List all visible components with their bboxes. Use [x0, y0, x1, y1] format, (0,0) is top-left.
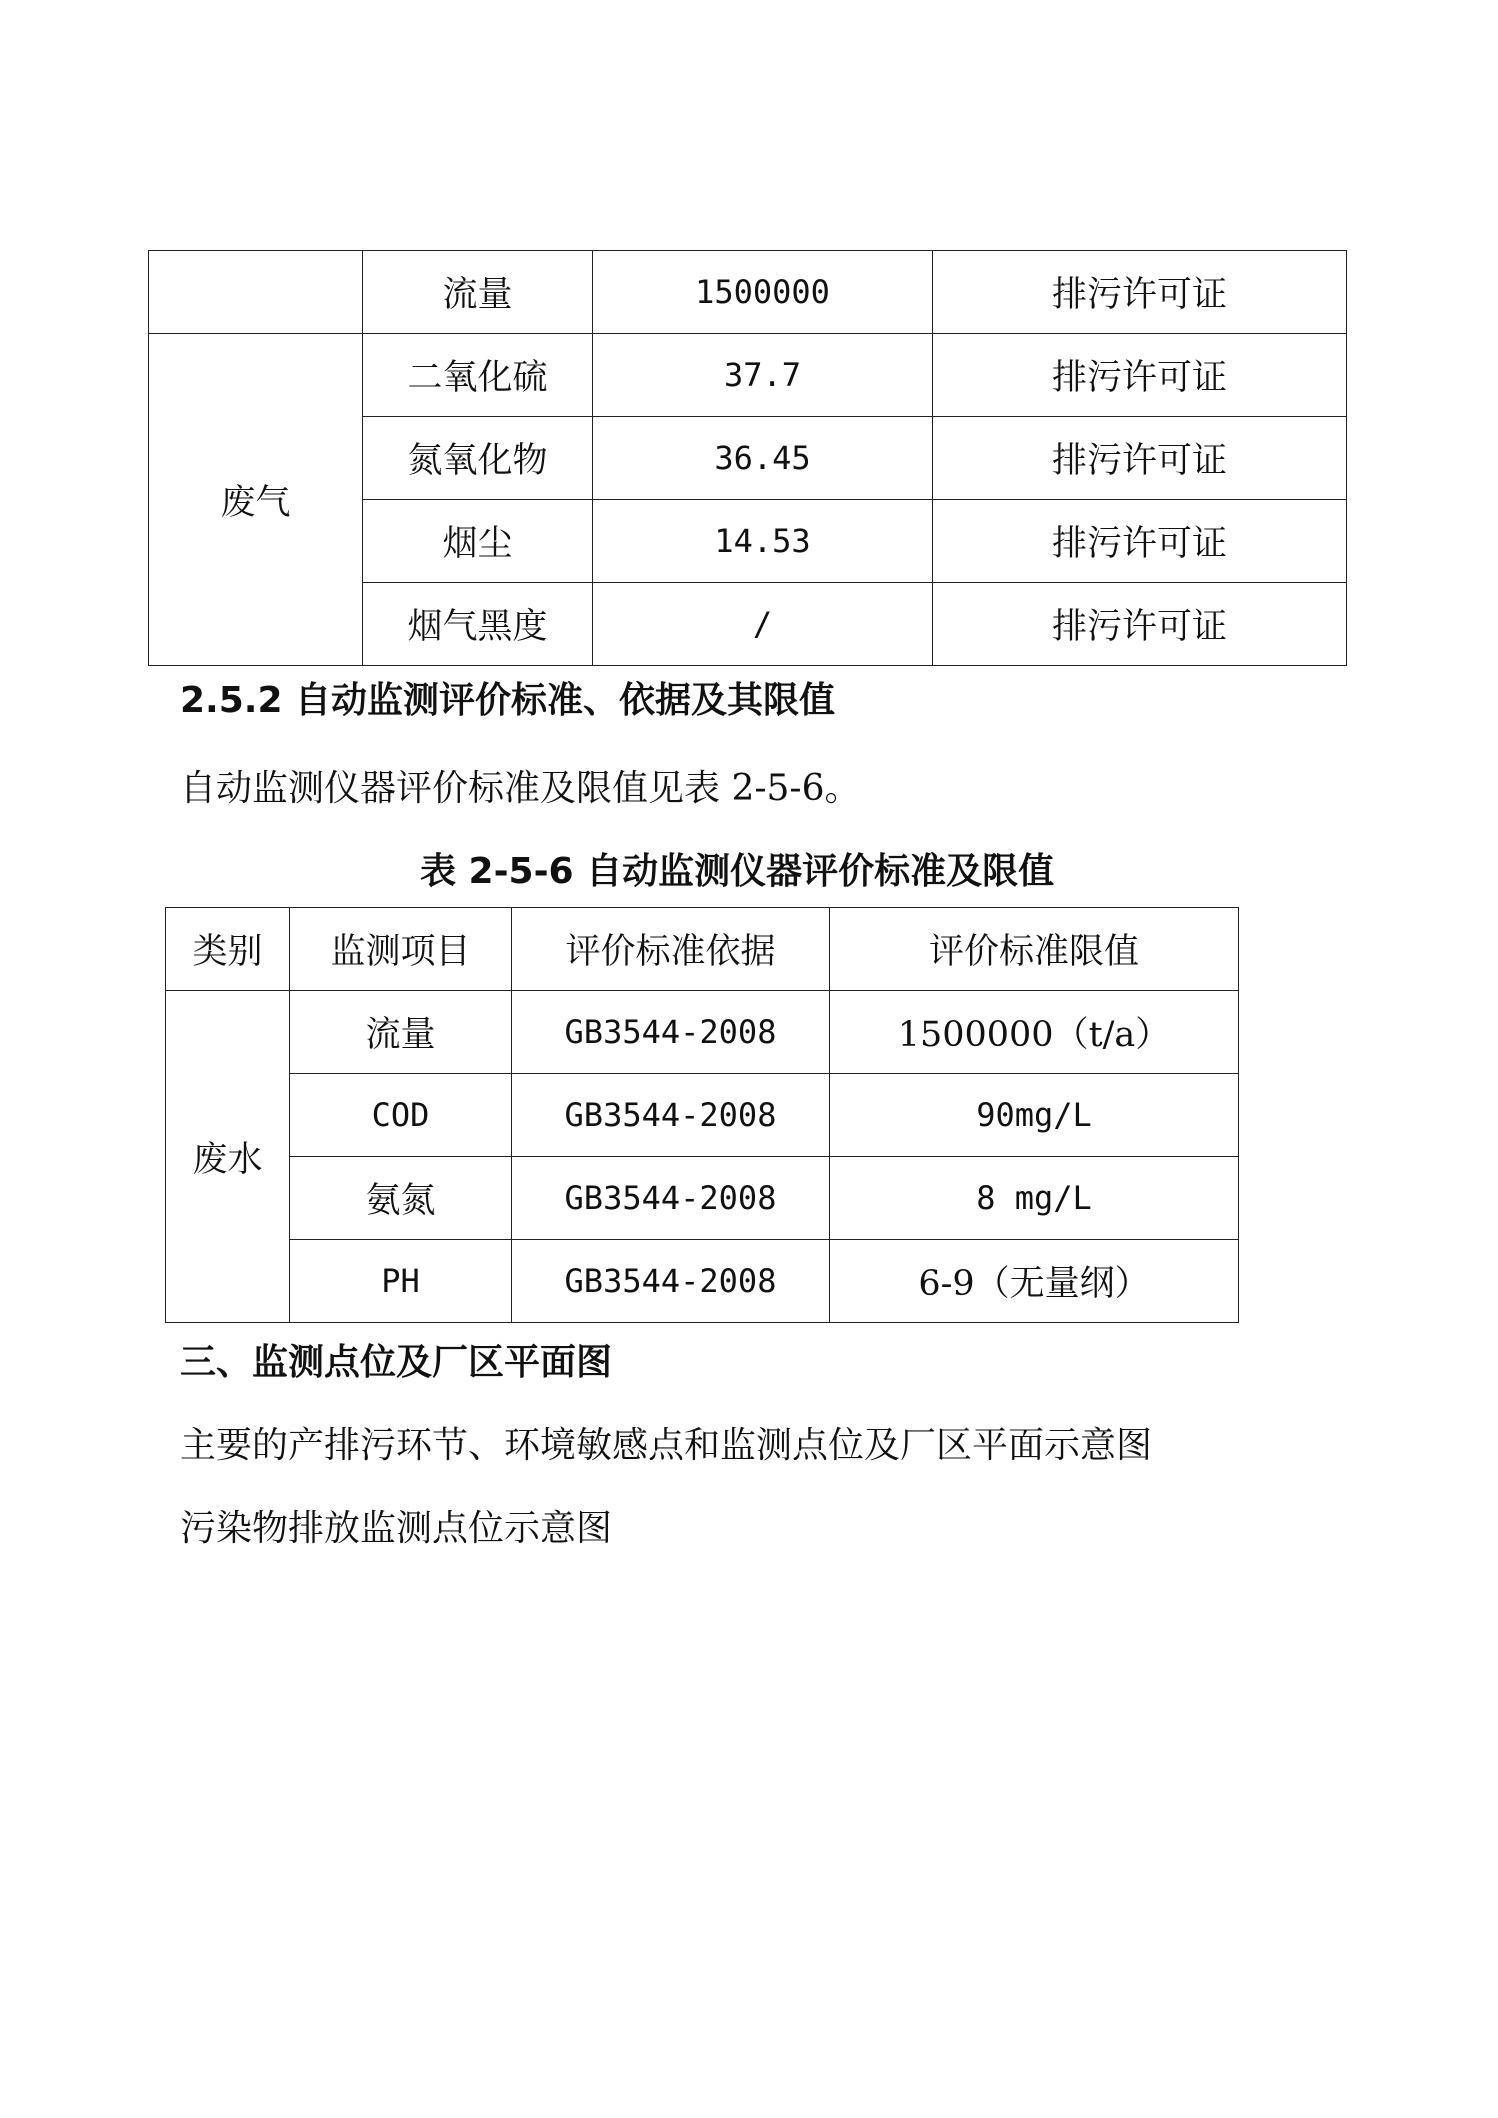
table-cell-basis: 排污许可证: [933, 417, 1347, 500]
table-cell-limit: 1500000（t/a）: [830, 991, 1239, 1074]
table-cell-empty: [149, 251, 363, 334]
table-cell-item: 烟尘: [363, 500, 593, 583]
table-cell-item: 流量: [290, 991, 512, 1074]
table-cell-basis: 排污许可证: [933, 251, 1347, 334]
table-cell-value: 37.7: [593, 334, 933, 417]
table-row: [166, 1240, 1239, 1323]
table-cell-item: 二氧化硫: [363, 334, 593, 417]
table-cell-value: /: [593, 583, 933, 666]
table-cell-category: 废水: [166, 991, 290, 1323]
table-header-cell: 监测项目: [290, 908, 512, 991]
section-paragraph-line-2: 污染物排放监测点位示意图: [180, 1508, 613, 1549]
monitoring-standard-table: [165, 907, 1239, 1323]
section-heading-3: 三、监测点位及厂区平面图: [180, 1342, 613, 1383]
table-header-row: [166, 908, 1239, 991]
table-cell-standard: GB3544-2008: [512, 1074, 830, 1157]
table-cell-item: 流量: [363, 251, 593, 334]
section-heading-2-5-2: 2.5.2 自动监测评价标准、依据及其限值: [180, 680, 836, 721]
emission-permit-table: [148, 250, 1347, 666]
table-row: [149, 334, 1347, 417]
table-cell-category: 废气: [149, 334, 363, 666]
table-caption: 表 2-5-6 自动监测仪器评价标准及限值: [420, 851, 1055, 892]
table-cell-item: 烟气黑度: [363, 583, 593, 666]
table-cell-standard: GB3544-2008: [512, 1240, 830, 1323]
table-cell-item: 氨氮: [290, 1157, 512, 1240]
table-cell-standard: GB3544-2008: [512, 1157, 830, 1240]
table-cell-basis: 排污许可证: [933, 500, 1347, 583]
table-row: [166, 1074, 1239, 1157]
table-header-cell: 评价标准依据: [512, 908, 830, 991]
table-header-cell: 类别: [166, 908, 290, 991]
table-cell-limit: 6-9（无量纲）: [830, 1240, 1239, 1323]
table-row: [166, 991, 1239, 1074]
table-cell-value: 14.53: [593, 500, 933, 583]
table-cell-basis: 排污许可证: [933, 334, 1347, 417]
table-cell-item: 氮氧化物: [363, 417, 593, 500]
table-cell-item: COD: [290, 1074, 512, 1157]
table-cell-item: PH: [290, 1240, 512, 1323]
table-cell-value: 1500000: [593, 251, 933, 334]
table-header-cell: 评价标准限值: [830, 908, 1239, 991]
table-cell-value: 36.45: [593, 417, 933, 500]
section-paragraph: 自动监测仪器评价标准及限值见表 2-5-6。: [180, 768, 861, 809]
table-cell-limit: 8 mg/L: [830, 1157, 1239, 1240]
table-row: [149, 251, 1347, 334]
section-paragraph-line-1: 主要的产排污环节、环境敏感点和监测点位及厂区平面示意图: [180, 1425, 1153, 1466]
table-cell-basis: 排污许可证: [933, 583, 1347, 666]
table-row: [166, 1157, 1239, 1240]
table-cell-standard: GB3544-2008: [512, 991, 830, 1074]
table-cell-limit: 90mg/L: [830, 1074, 1239, 1157]
